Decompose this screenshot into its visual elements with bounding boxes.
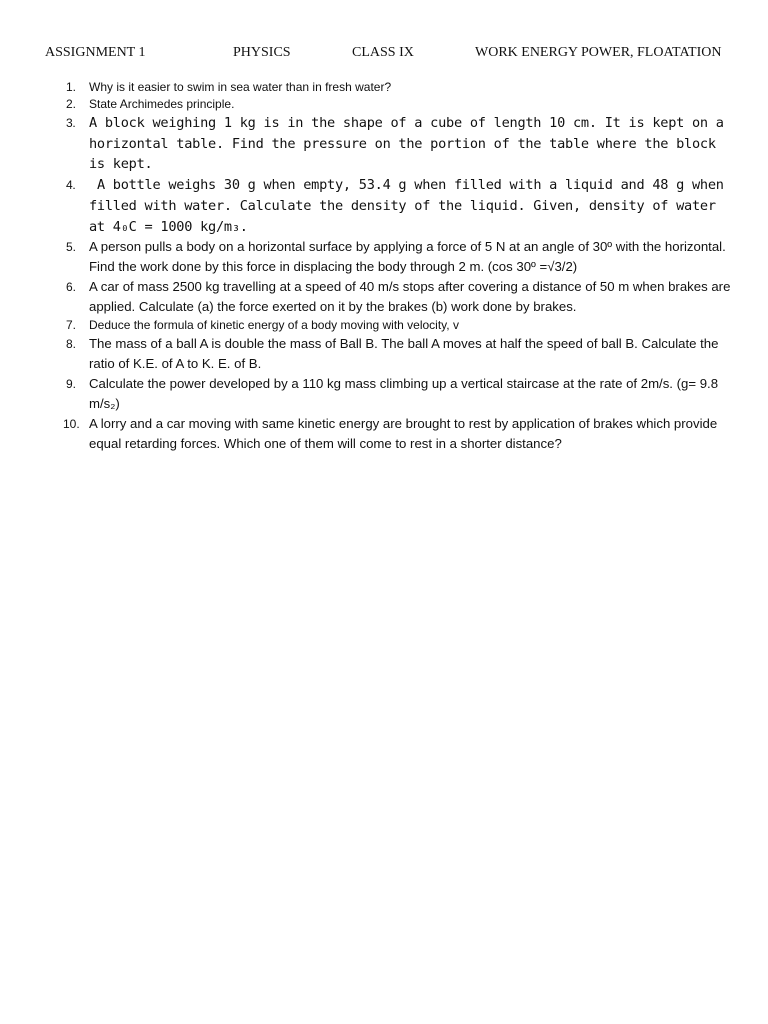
question-text: A bottle weighs 30 g when empty, 53.4 g when filled with a liquid and 48 g when filled with water. Calculate the density of the liquid. Given, density of water at 4₀C = 1000 kg/m₃. — [89, 177, 732, 235]
question-text: A block weighing 1 kg is in the shape of a cube of length 10 cm. It is kept on a horizontal table. Find the pressure on the portion of the table where the block is kept. — [89, 115, 724, 173]
question-item — [0, 374, 768, 414]
question-text: State Archimedes principle. — [89, 97, 235, 111]
question-item — [0, 96, 768, 113]
question-text: A car of mass 2500 kg travelling at a speed of 40 m/s stops after covering a distance of 50 m when brakes are applied. Calculate (a) the force exerted on it by the brakes (b) work done by brakes. — [89, 279, 731, 315]
question-item — [0, 277, 768, 317]
question-item — [0, 237, 768, 277]
question-number: 4. — [66, 178, 76, 193]
question-number: 1. — [66, 80, 77, 94]
question-number: 7. — [66, 318, 77, 333]
question-number: 8. — [66, 337, 77, 352]
question-list — [0, 79, 768, 454]
question-number: 3. — [66, 116, 76, 130]
question-text: A lorry and a car moving with same kinetic energy are brought to rest by application of brakes which provide equal retarding forces. Which one of them will come to rest in a shorter distance? — [89, 416, 718, 452]
question-text: Why is it easier to swim in sea water than in fresh water? — [89, 80, 392, 94]
question-text: Deduce the formula of kinetic energy of a body moving with velocity, v — [89, 318, 459, 333]
question-item — [0, 79, 768, 96]
topic-title: WORK ENERGY POWER, FLOATATION — [475, 45, 722, 60]
question-item — [0, 113, 768, 175]
question-number: 6. — [66, 280, 77, 295]
subject-name: PHYSICS — [233, 45, 291, 60]
question-item — [0, 317, 768, 334]
question-number: 10. — [63, 417, 80, 432]
question-item — [0, 175, 768, 237]
question-text: Calculate the power developed by a 110 kg mass climbing up a vertical staircase at the rate of 2m/s. (g= 9.8 m/s₂) — [89, 376, 719, 412]
question-number: 5. — [66, 240, 77, 255]
question-item — [0, 414, 768, 454]
class-name: CLASS IX — [352, 45, 414, 60]
question-text: The mass of a ball A is double the mass of Ball B. The ball A moves at half the speed of ball B. Calculate the ratio of K.E. of A to K. E. of B. — [89, 336, 719, 372]
question-text: A person pulls a body on a horizontal surface by applying a force of 5 N at an angle of 30º with the horizontal. Find the work done by this force in displacing the body through 2 m. (cos 30º =√3/2) — [89, 239, 726, 275]
question-item — [0, 334, 768, 374]
question-number: 9. — [66, 377, 77, 392]
assignment-header — [0, 44, 768, 64]
question-number: 2. — [66, 97, 77, 111]
assignment-number: ASSIGNMENT 1 — [45, 45, 146, 60]
